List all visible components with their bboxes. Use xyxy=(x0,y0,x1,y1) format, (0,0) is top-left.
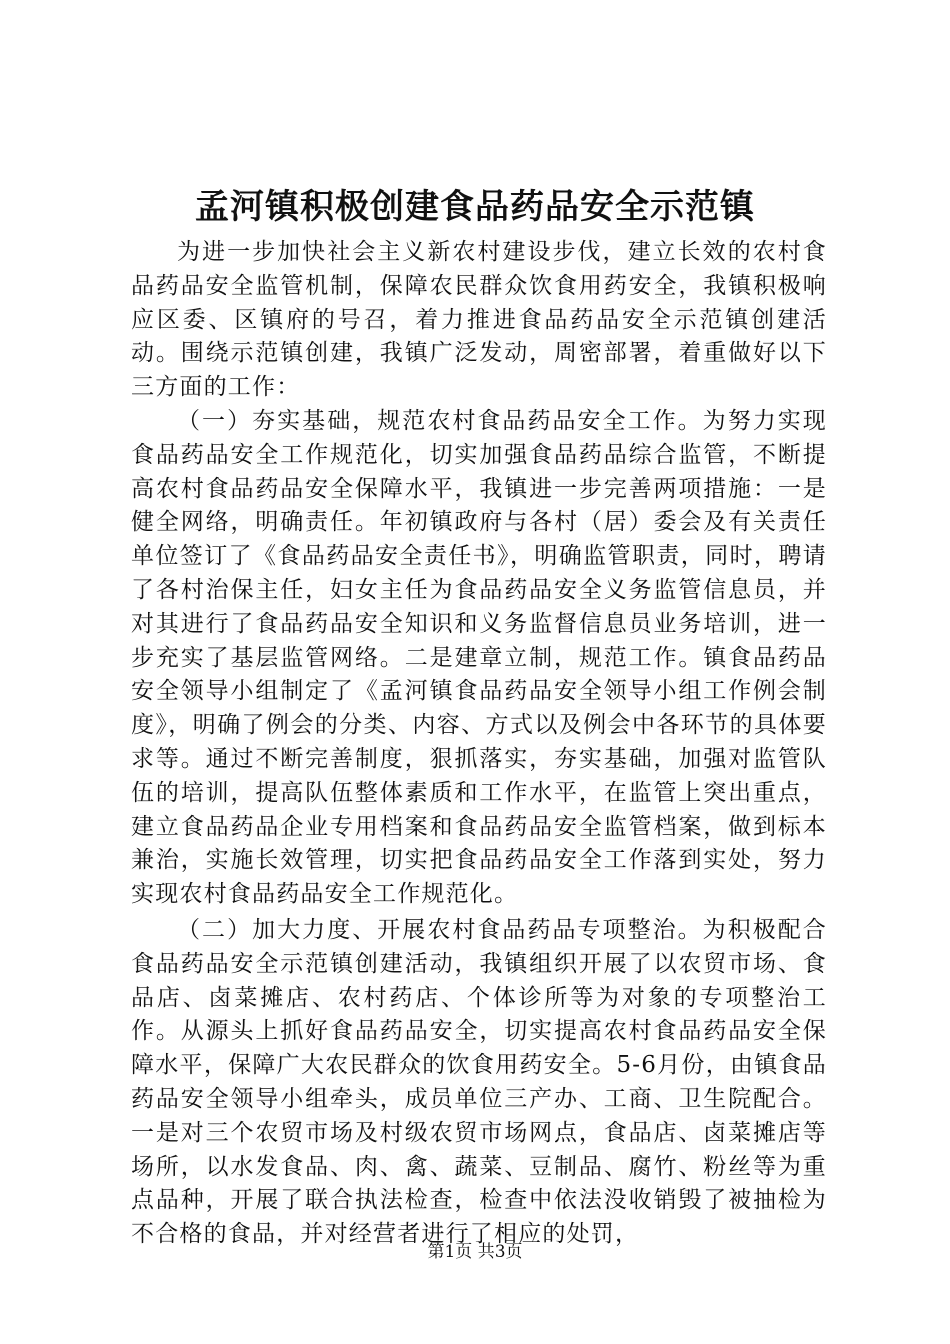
intro-paragraph: 为进一步加快社会主义新农村建设步伐，建立长效的农村食品药品安全监管机制，保障农民群众饮食用药安全，我镇积极响应区委、区镇府的号召，着力推进食品药品安全示范镇创建活动。围绕示范镇创建，我镇广泛发动，周密部署，着重做好以下三方面的工作： xyxy=(131,239,827,401)
section-two-paragraph: （二）加大力度、开展农村食品药品专项整治。为积极配合食品药品安全示范镇创建活动，我镇组织开展了以农贸市场、食品店、卤菜摊店、农村药店、个体诊所等为对象的专项整治工作。从源头上抓好食品药品安全，切实提高农村食品药品安全保障水平，保障广大农民群众的饮食用药安全。5-6月份，由镇食品药品安全领导小组牵头，成员单位三产办、工商、卫生院配合。一是对三个农贸市场及村级农贸市场网点，食品店、卤菜摊店等场所，以水发食品、肉、禽、蔬菜、豆制品、腐竹、粉丝等为重点品种，开展了联合执法检查，检查中依法没收销毁了被抽检为不合格的食品，并对经营者进行了相应的处罚， xyxy=(131,916,827,1248)
document-body xyxy=(131,236,827,1252)
page-number-footer: 第1页 共3页 xyxy=(427,1242,523,1262)
document-title: 孟河镇积极创建食品药品安全示范镇 xyxy=(195,187,755,227)
section-one-paragraph: （一）夯实基础，规范农村食品药品安全工作。为努力实现食品药品安全工作规范化，切实加强食品药品综合监管，不断提高农村食品药品安全保障水平，我镇进一步完善两项措施：一是健全网络，明确责任。年初镇政府与各村（居）委会及有关责任单位签订了《食品药品安全责任书》，明确监管职责，同时，聘请了各村治保主任，妇女主任为食品药品安全义务监管信息员，并对其进行了食品药品安全知识和义务监督信息员业务培训，进一步充实了基层监管网络。二是建章立制，规范工作。镇食品药品安全领导小组制定了《孟河镇食品药品安全领导小组工作例会制度》，明确了例会的分类、内容、方式以及例会中各环节的具体要求等。通过不断完善制度，狠抓落实，夯实基础，加强对监管队伍的培训，提高队伍整体素质和工作水平，在监管上突出重点，建立食品药品企业专用档案和食品药品安全监管档案，做到标本兼治，实施长效管理，切实把食品药品安全工作落到实处，努力实现农村食品药品安全工作规范化。 xyxy=(131,407,827,908)
